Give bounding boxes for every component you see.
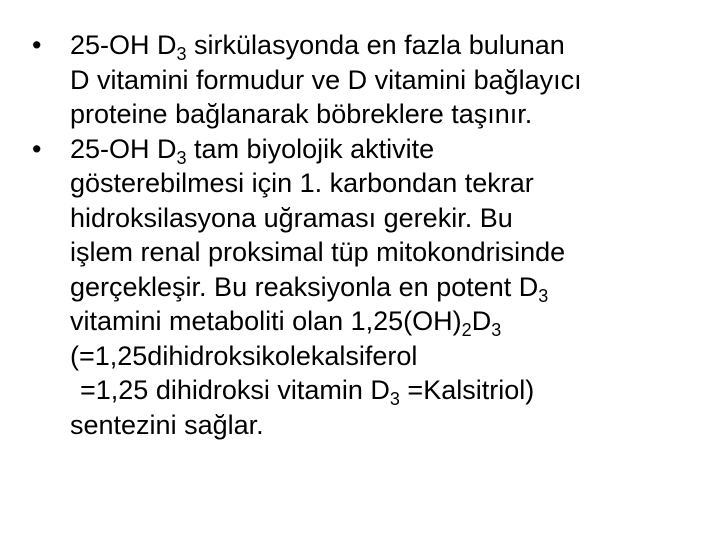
text-line: proteine bağlanarak böbreklere taşınır. (70, 99, 533, 129)
bullet-marker: • (32, 30, 42, 60)
text-line: gerçekleşir. Bu reaksiyonla en potent $D_3$ (70, 271, 549, 306)
text-line: sentezini sağlar. (70, 409, 264, 440)
text-line: D vitamini formudur ve D vitamini bağlayıcı (70, 64, 582, 95)
text-line: hidroksilasyona uğraması gerekir. Bu (70, 202, 513, 233)
text-line: (=1,25dihidroksikolekalsiferol (70, 340, 418, 371)
text-line: işlem renal proksimal tüp mitokondrisinde (70, 237, 566, 267)
text-line: 25-OH $D_3$ tam biyolojik aktivite (70, 133, 435, 168)
text-line: vitamini metaboliti olan $1,25(OH)_2D_3$ (70, 306, 502, 340)
bullet-marker: • (32, 133, 42, 164)
text-line: gösterebilmesi için 1. karbondan tekrar (70, 168, 534, 198)
bullet-item-2 (32, 132, 712, 443)
bullet-item-1 (32, 28, 712, 132)
text-line: 25-OH $D_3$ sirkülasyonda en fazla bulunan (70, 30, 565, 64)
bullet-list (32, 28, 712, 442)
text-line: =1,25 dihidroksi vitamin $D_3$ =Kalsitriol) (80, 375, 535, 409)
